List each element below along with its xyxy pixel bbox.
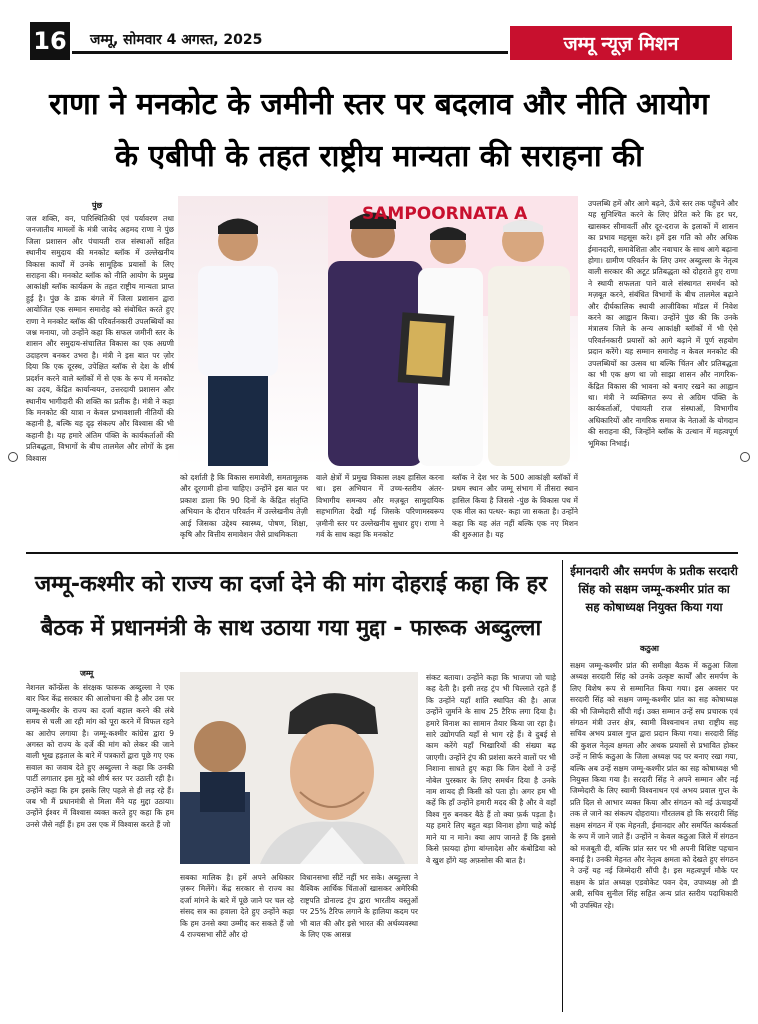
story1-column-4: ब्लॉक ने देश भर के 500 आकांक्षी ब्लॉकों में प्रथम स्थान और जम्मू संभाग में तीसरा स्थान हासिल किया है जिससे -पुंछ के विकास पथ में एक मील का पत्थर- कहा जा सकता है। उन्होंने कहा कि यह अंत नहीं बल्कि एक नए मिशन की शुरुआत है। यह — [452, 473, 578, 540]
story1-column-2: को दर्शाती है कि विकास समावेशी, समतामूलक और दूरगामी होना चाहिए। उन्होंने इस बात पर प्रकाश डाला कि 90 दिनों के केंद्रित संतृप्ति अभियान के दौरान परिवर्तन में उल्लेखनीय तेज़ी आई जिसका उद्देश्य स्वास्थ्य, पोषण, शिक्षा, कृषि और वित्तीय समावेशन जैसे प्राथमिकता — [180, 473, 308, 540]
story2-vertical-rule — [562, 560, 563, 1012]
story2-column-4: संकट बताया। उन्होंने कहा कि भाजपा जो चाहे कह देती है। इसी तरह ट्रंप भी चिल्लाते रहते हैं कि उन्होंने यहाँ शांति स्थापित की है। आज उन्होंने जुर्माने के साथ 25 टैरिफ लगा दिया है। हमारे विनाश का सामान तैयार किया जा रहा है। सारे उद्योगपति यहाँ से भाग रहे हैं। वे दुबई से काम करेंगे यहाँ भिखारियों की संख्या बढ़ जाएगी। उन्होंने ट्रंप की प्रशंसा करने वालों पर भी निशाना साधते हुए कहा कि जिन देशों ने उन्हें नोबेल पुरस्कार के लिए समर्थन दिया है उनके नाम शायद ही किसी को पता हो। अगर हम भी कहें कि हाँ उन्होंने हमारी मदद की है और वे वहाँ विश्व गुरु बनकर बैठे हैं तो क्या फ़र्क पड़ता है। यह हमारे लिए बहुत बड़ा विनाश होगा चाहे कोई माने या न माने। क्या आप जानते हैं कि इससे किसे फ़ायदा होगा बांग्लादेश और कंबोडिया को वे खुश होंगे यह अफ़सोस की बात है। — [426, 673, 556, 865]
newspaper-brand: जम्मू न्यूज़ मिशन — [510, 26, 732, 60]
award-ceremony-illustration — [178, 196, 578, 466]
award-ceremony-photo — [178, 196, 578, 466]
masthead-dateline: जम्मू, सोमवार 4 अगस्त, 2025 — [90, 32, 263, 48]
story1-dateline: पुंछ — [92, 201, 103, 210]
story2-headline-line1: जम्मू-कश्मीर को राज्य का दर्जा देने की मांग दोहराई कहा कि हर — [34, 572, 548, 597]
photo-banner-text: SAMPOORNATA A — [362, 204, 528, 224]
story2-headline-line2: बैठक में प्रधानमंत्री के साथ उठाया गया मुद्दा - फारूक अब्दुल्ला — [40, 616, 542, 641]
story3-body: सक्षम जम्मू-कश्मीर प्रांत की समीक्षा बैठक में कठुआ जिला अध्यक्ष सरदारी सिंह को उनके उत्कृष्ट कार्यों और समर्पण के लिए विशेष रूप से सम्मानित किया गया। इस अवसर पर सरदारी सिंह को सक्षम जम्मू-कश्मीर प्रांत का सह कोषाध्यक्ष की भी जिम्मेदारी सौंपी गई। उक्त सम्मान उन्हें सघ प्रचारक एवं संगठन मंत्री उत्तर क्षेत्र, स्वामी विश्वनाथन तथा राष्ट्रीय सह सचिव अभय प्रवाल गुप्त द्वारा प्रदान किया गया। सरदारी सिंह की कुशल नेतृत्व क्षमता और अथक प्रयासों से प्रभावित होकर उन्हें न सिर्फ कठुआ के जिला अध्यक्ष पद पर बनाए रखा गया, बल्कि अब उन्हें सक्षम जम्मू-कश्मीर प्रांत का सह कोषाध्यक्ष भी नियुक्त किया गया है। सरदारी सिंह ने अपने सम्मान और नई जिम्मेदारी के लिए स्वामी विश्वनाथन एवं अभय प्रवाल गुप्त के प्रति दिल से आभार व्यक्त किया और संगठन को नई ऊंचाइयों तक ले जाने का संकल्प दोहराया। गौरतलब हो कि सरदारी सिंह सक्षम संगठन में एक मेहनती, ईमानदार और समर्पित कार्यकर्ता के रूप में जाने जाते हैं। उन्होंने न केवल कठुआ जिले में संगठन को मजबूती दी, बल्कि प्रांत स्तर पर भी अपनी विशिष्ट पहचान बनाई है। उनकी मेहनत और नेतृत्व क्षमता को देखते हुए संगठन ने उन्हें यह नई जिम्मेदारी सौंपी है। इस महत्वपूर्ण मौके पर सक्षम के प्रांत अध्यक्ष एडवोकेट पवन देव, उपाध्यक्ष ओ डी अत्री, सचिव सुनील सिंह सहित अन्य प्रांत स्तरीय पदाधिकारी भी उपस्थित रहे। — [570, 661, 738, 910]
story3-dateline: कठुआ — [640, 644, 659, 653]
story1-column-5: उपलब्धि हमें और आगे बढ़ने, ऊँचे स्तर तक पहुँचने और यह सुनिश्चित करने के लिए प्रेरित करे कि हर घर, खासकर सीमावर्ती और दूर-दराज के इलाकों में शासन का प्रभाव महसूस करे। हमें इस गति को और अधिक ईमानदारी, समावेशिता और नवाचार के साथ आगे बढ़ाना होगा। ग्रामीण परिवर्तन के लिए उमर अब्दुल्ला के नेतृत्व वाली सरकार की अटूट प्रतिबद्धता को दोहराते हुए राणा ने स्थायी सफलता पाने वाले संस्थागत समर्थन को मज़बूत करने, संबंधित विभागों के बीच तालमेल बढ़ाने और दीर्घकालिक स्थायी आजीविका मॉडल में निवेश करने का आह्वान किया। उन्होंने पुंछ की कि उनके मंत्रालय जिले के अन्य आकांक्षी ब्लॉकों में भी ऐसे परिवर्तनकारी प्रयासों को आगे बढ़ाने में पूर्ण सहयोग प्रदान करेंगे। यह सम्मान समारोह न केवल मनकोट की उपलब्धियों का उत्सव था बल्कि चिंतन और प्रतिबद्धता का भी एक क्षण था जो साझा शासन और नागरिक-केंद्रित विकास की भावना को बनाए रखने का आह्वान था। मंत्री ने व्यक्तिगत रूप से अग्रिम पंक्ति के कार्यकर्ताओं, पंचायती राज संस्थाओं, विभागीय अधिकारियों और नागरिक समाज के नेताओं के योगदान की सराहना की, जिन्होंने ब्लॉक के उत्थान में महत्वपूर्ण भूमिका निभाई। — [588, 199, 738, 448]
registration-mark-left — [8, 452, 18, 462]
section-divider — [26, 552, 738, 554]
story1-headline-line2: के एबीपी के तहत राष्ट्रीय मान्यता की सराहना की — [115, 139, 643, 174]
page-number: 16 — [30, 22, 70, 60]
story2-dateline: जम्मू — [80, 669, 94, 678]
story2-column-3: विधानसभा सीटें नहीं भर सके। अब्दुल्ला ने वैश्विक आर्थिक चिंताओं खासकर अमेरिकी राष्ट्रपति डोनाल्ड ट्रंप द्वारा भारतीय वस्तुओं पर 25% टैरिफ लगाने के हालिया कदम पर भी बात की और इसे भारत की अर्थव्यवस्था के लिए एक आसन्न — [300, 873, 418, 940]
story2-column-2: सबका मालिक है। हमें अपने अधिकार ज़रूर मिलेंगे। केंद्र सरकार से राज्य का दर्जा मांगने के बारे में पूछे जाने पर चल रहे संसद सत्र का हवाला देते हुए उन्होंने कहा कि हम उनसे क्या उम्मीद कर सकते हैं जो 4 राज्यसभा सीटें और दो — [180, 873, 294, 940]
farooq-abdullah-photo — [180, 672, 418, 864]
registration-mark-right — [740, 452, 750, 462]
portrait-illustration — [180, 672, 418, 864]
story3-headline: ईमानदारी और समर्पण के प्रतीक सरदारी सिंह को सक्षम जम्मू-कश्मीर प्रांत का सह कोषाध्यक्ष नियुक्त किया गया — [570, 564, 738, 614]
story1-column-1: जल शक्ति, वन, पारिस्थितिकी एवं पर्यावरण तथा जनजातीय मामलों के मंत्री जावेद अहमद राणा ने पुंछ जिला प्रशासन और पंचायती राज संस्थाओं सहित स्थानीय समुदाय की मनकोट ब्लॉक में उल्लेखनीय विकास कार्यों में उनके सामूहिक प्रयासों के लिए सराहना की। मनकोट ब्लॉक को नीति आयोग के प्रमुख आकांक्षी ब्लॉक कार्यक्रम के तहत राष्ट्रीय मान्यता प्राप्त हुई है। पुंछ के डाक बंगले में जिला प्रशासन द्वारा आयोजित एक सम्मान समारोह को संबोधित करते हुए राणा ने मनकोट ब्लॉक की परिवर्तनकारी उपलब्धियों का जश्न मनाया, जो उन्होंने कहा कि सफल जमीनी स्तर के शासन और समुदाय-संचालित विकास का एक अग्रणी उदाहरण बनकर उभरा है। मंत्री ने इस बात पर ज़ोर दिया कि एक दूरस्थ, उपेक्षित ब्लॉक से देश के शीर्ष प्रदर्शन करने वाले ब्लॉकों में से एक के रूप में मनकोट का उदय, केंद्रित कार्यान्वयन, उत्तरदायी प्रशासन और स्थानीय भागीदारी की शक्ति का प्रतीक है। मंत्री ने कहा कि मनकोट की यात्रा न केवल प्रभावशाली नीतियों की कहानी है, बल्कि यह दृढ़ संकल्प और विश्वास की भी कहानी है। यह हमारे अंतिम पंक्ति के कार्यकर्ताओं की प्रतिबद्धता, विभागों के बीच तालमेल और लोगों के इस विश्वास — [26, 214, 174, 463]
story2-column-1: नेशनल कॉन्फ्रेंस के संरक्षक फारूक अब्दुल्ला ने एक बार फिर केंद्र सरकार की आलोचना की है और उस पर जम्मू-कश्मीर के राज्य का दर्जा बहाल करने की लंबे समय से चली आ रही मांग को पूरा करने में विफल रहने का आरोप लगाया है। जम्मू-कश्मीर कांग्रेस द्वारा 9 अगस्त को राज्य के दर्जे की मांग को लेकर की जाने वाली भूख हड़ताल के बारे में पत्रकारों द्वारा पूछे गए एक सवाल का जवाब देते हुए अब्दुल्ला ने कहा कि उनकी पार्टी लगातार इस मुद्दे को शीर्ष स्तर पर उठाती रही है। उन्होंने कहा कि हम इसके लिए पहले से ही लड़ रहे हैं। जब भी मैं प्रधानमंत्री से मिला मैंने यह मुद्दा उठाया। उन्होंने ईश्वर में विश्वास व्यक्त करते हुए कहा कि हम उनसे जैसे नहीं हैं। हम उस एक में विश्वास करते हैं जो — [26, 683, 174, 829]
story1-headline-line1: राणा ने मनकोट के जमीनी स्तर पर बदलाव और नीति आयोग — [49, 87, 709, 122]
story1-column-3: वाले क्षेत्रों में प्रमुख विकास लक्ष्य हासिल करना था। इस अभियान में उच्च-स्तरीय अंतर-विभागीय समन्वय और मज़बूत सामुदायिक सहभागिता देखी गई जिसके परिणामस्वरूप ज़मीनी स्तर पर उल्लेखनीय सुधार हुए। राणा ने गर्व के साथ कहा कि मनकोट — [316, 473, 444, 540]
